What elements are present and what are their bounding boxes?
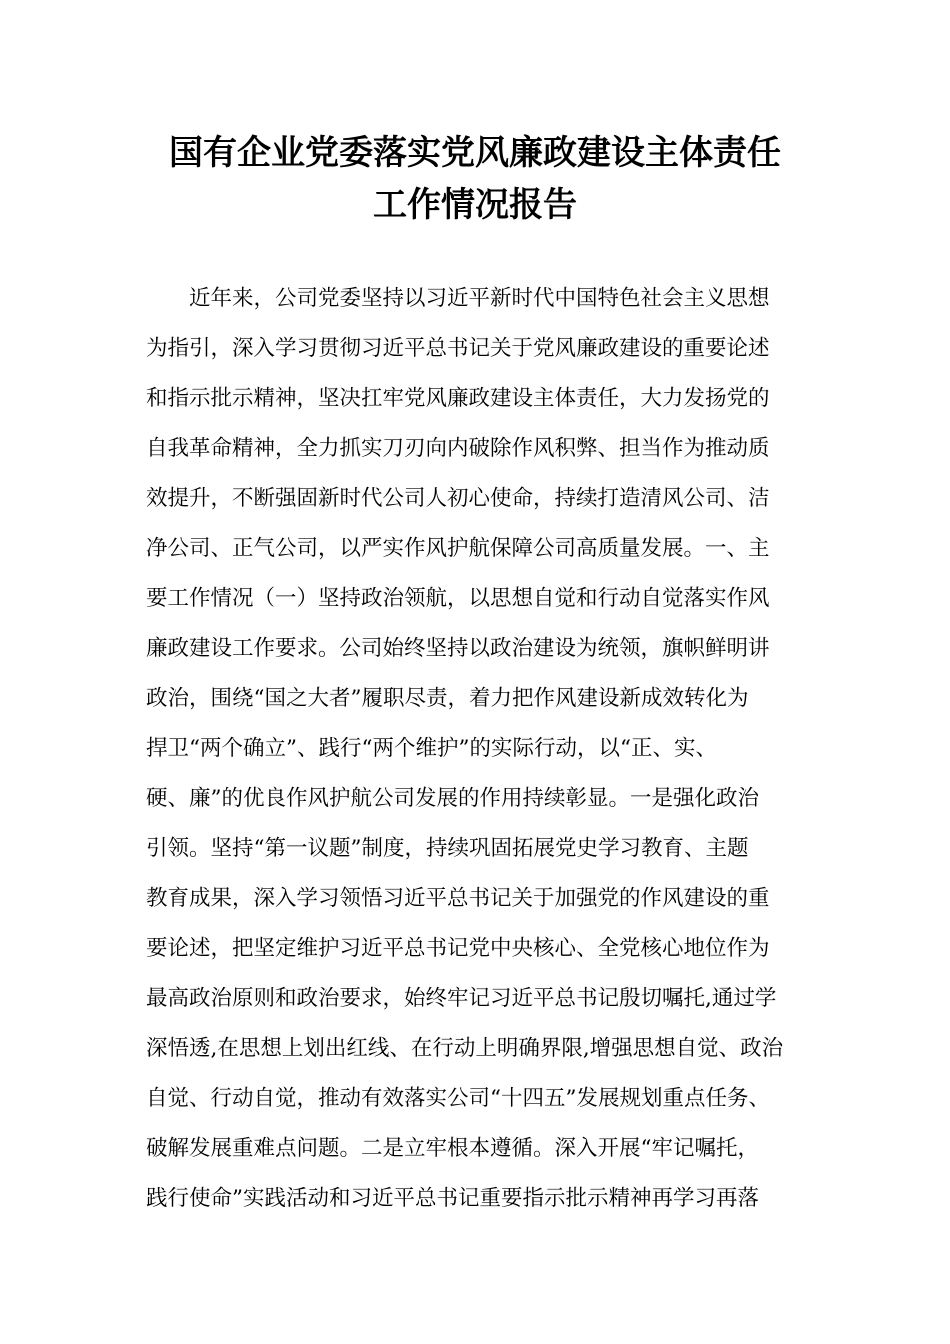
body-line: 净公司、正气公司，以严实作风护航保障公司高质量发展。一、主 [146, 536, 770, 561]
document-title-line-2: 工作情况报告 [373, 185, 577, 225]
body-line: 最高政治原则和政治要求，始终牢记习近平总书记殷切嘱托,通过学 [146, 986, 777, 1011]
body-line: 深悟透,在思想上划出红线、在行动上明确界限,增强思想自觉、政治 [146, 1036, 784, 1061]
body-line: 教育成果，深入学习领悟习近平总书记关于加强党的作风建设的重 [146, 886, 770, 911]
body-line: 自觉、行动自觉，推动有效落实公司“十四五”发展规划重点任务、 [146, 1086, 770, 1111]
body-line: 引领。坚持“第一议题”制度，持续巩固拓展党史学习教育、主题 [146, 836, 749, 861]
body-line: 为指引，深入学习贯彻习近平总书记关于党风廉政建设的重要论述 [146, 336, 770, 361]
body-line: 近年来，公司党委坚持以习近平新时代中国特色社会主义思想 [146, 286, 770, 311]
body-line: 廉政建设工作要求。公司始终坚持以政治建设为统领，旗帜鲜明讲 [146, 636, 770, 661]
body-line: 要论述，把坚定维护习近平总书记党中央核心、全党核心地位作为 [146, 936, 770, 961]
body-line: 和指示批示精神，坚决扛牢党风廉政建设主体责任，大力发扬党的 [146, 386, 770, 411]
body-line: 践行使命”实践活动和习近平总书记重要指示批示精神再学习再落 [146, 1186, 759, 1211]
body-line: 效提升，不断强固新时代公司人初心使命，持续打造清风公司、洁 [146, 486, 770, 511]
body-line: 要工作情况（一）坚持政治领航，以思想自觉和行动自觉落实作风 [146, 586, 770, 611]
body-line: 政治，围绕“国之大者”履职尽责，着力把作风建设新成效转化为 [146, 686, 749, 711]
body-line: 破解发展重难点问题。二是立牢根本遵循。深入开展“牢记嘱托， [146, 1136, 759, 1161]
body-line: 硬、廉”的优良作风护航公司发展的作用持续彰显。一是强化政治 [146, 786, 759, 811]
body-line: 捍卫“两个确立”、践行“两个维护”的实际行动，以“正、实、 [146, 736, 717, 761]
document-title-line-1: 国有企业党委落实党风廉政建设主体责任 [169, 133, 781, 173]
body-line: 自我革命精神，全力抓实刀刃向内破除作风积弊、担当作为推动质 [146, 436, 770, 461]
